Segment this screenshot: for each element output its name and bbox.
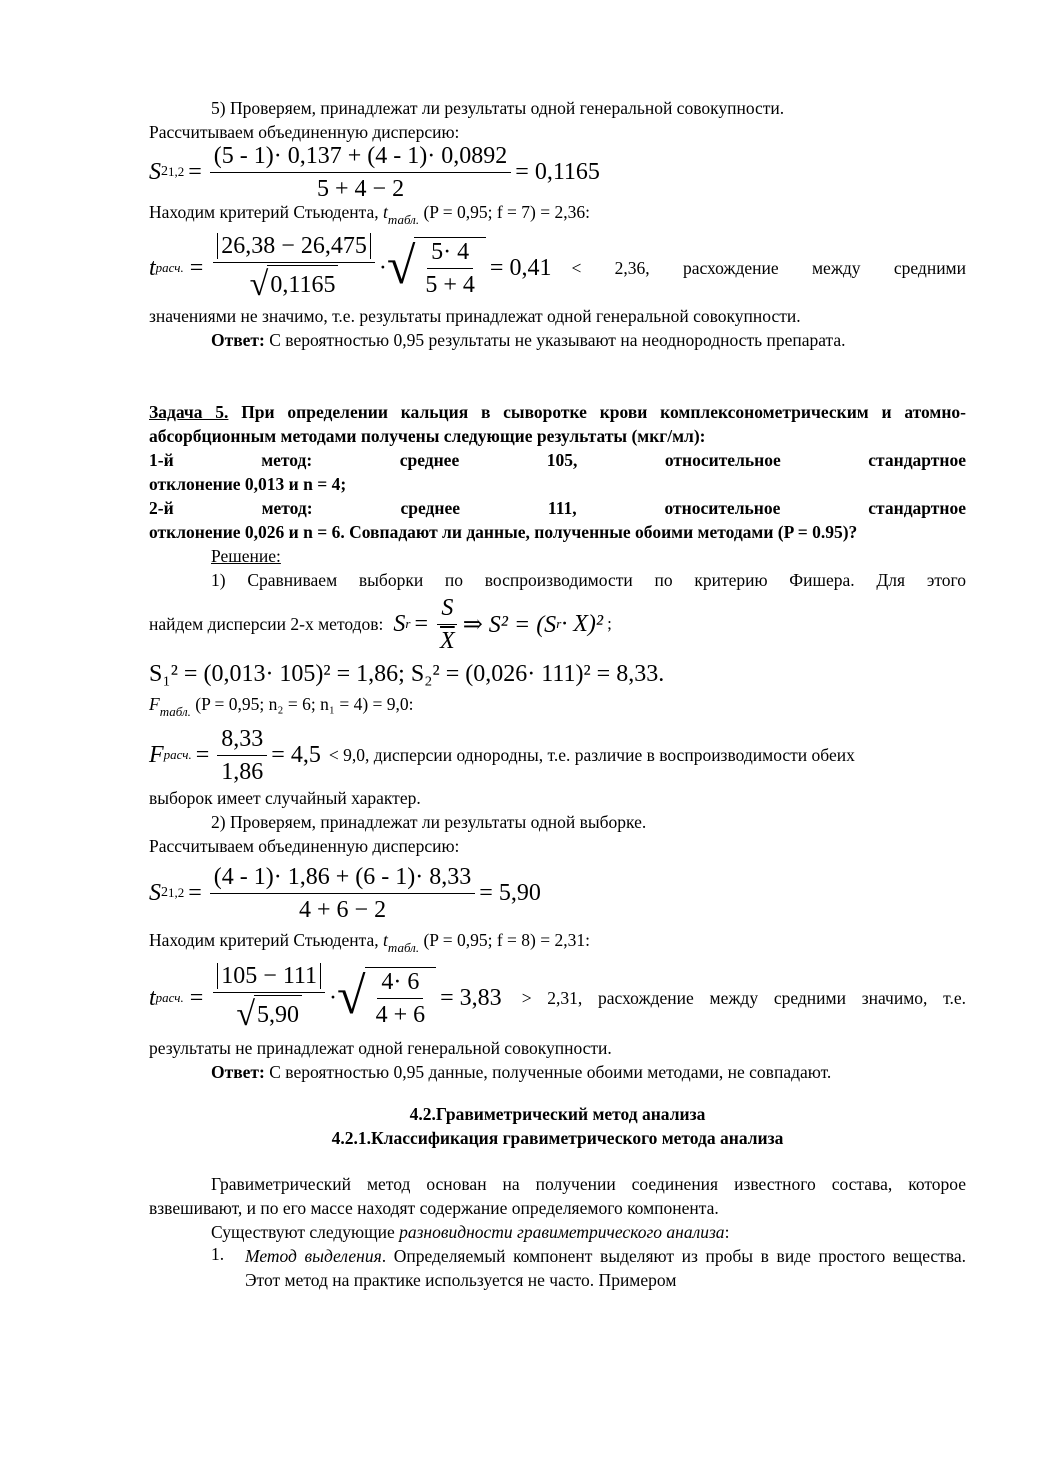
fisher-table-line: $F_{табл.}$ (P = 0,95; n₂ = 6; n₁ = 4) = 9,0: [149,694,414,719]
task5-method2-b: отклонение 0,026 и n = 6. Совпадают ли данные, полученные обоими методами (P = 0.95)? [149,522,858,542]
task5-method2: 2-й метод: среднее 111, относительное стандартное [149,498,966,518]
t-criterion-formula-1: t расч. = 26,38 − 26,475 √ 0,1165 · √ $\frac{5\cdot 4}{5 + 4}$ = 0,41 < 2,36, расхождение между средними [149,232,966,303]
fisher-step: 1) Сравниваем выборки по воспроизводимости по критерию Фишера. Для этого [211,570,966,590]
answer-2: Ответ: С вероятностью 0,95 данные, полученные обоими методами, не совпадают. [211,1062,832,1082]
step2-b: Рассчитываем объединенную дисперсию: [149,836,460,856]
task5-title: Задача 5. При определении кальция в сыворотке крови комплексонометрическим и атомно-абсорбционным методами получены следующие результаты (мкг/мл): [149,402,966,446]
document-page [149,96,966,1292]
student-criterion-line-1: Находим критерий Стьюдента, $t_{табл.}$ (P = 0,95; f = 7) = 2,36: [149,202,590,227]
task5-method1-b: отклонение 0,013 и n = 4; [149,474,347,494]
conclusion-2: результаты не принадлежат одной генеральной совокупности. [149,1038,612,1058]
gravimetry-types: Существуют следующие разновидности гравиметрического анализа: [211,1222,730,1242]
section-heading: 4.2.Гравиметрический метод анализа [409,1104,706,1124]
pooled-variance-formula-1: S 2 1,2 = $\frac{(5 - 1)\cdot 0,137 + (4 - 1)\cdot 0,0892}{5 + 4 - 2}$ = 0,1165 [149,142,600,202]
step5-line2: Рассчитываем объединенную дисперсию: [149,122,460,142]
step2: 2) Проверяем, принадлежат ли результаты одной выборке. [211,812,647,832]
gravimetry-intro: Гравиметрический метод основан на получении соединения известного состава, которое взвешивают, и по его массе находят содержание определяемого компонента. [149,1174,966,1218]
variance-values: S₁² = (0,013· 105)² = 1,86; S₂² = (0,026· 111)² = 8,33. [149,661,665,687]
subsection-heading: 4.2.1.Классификация гравиметрического метода анализа [331,1128,784,1148]
solution-label: Решение: [211,546,281,566]
list-item: 1. Метод выделения. Определяемый компонент выделяют из пробы в виде простого вещества. Этот метод на практике используется не часто. Примером [211,1244,967,1290]
student-criterion-line-2: Находим критерий Стьюдента, $t_{табл.}$ (P = 0,95; f = 8) = 2,31: [149,930,590,955]
t-criterion-formula-2: t расч. = 105 − 111 √ 5,90 · √ $\frac{4\cdot 6}{4 + 6}$ = 3,83 > 2,31, расхождение между средними значимо, т.е. [149,962,966,1033]
task5-method1: 1-й метод: среднее 105, относительное стандартное [149,450,966,470]
step5-line1: 5) Проверяем, принадлежат ли результаты одной генеральной совокупности. [211,98,785,118]
pooled-variance-formula-2: S 2 1,2 = $\frac{(4 - 1)\cdot 1,86 + (6 - 1)\cdot 8,33}{4 + 6 - 2}$ = 5,90 [149,863,541,923]
conclusion-1: значениями не значимо, т.е. результаты принадлежат одной генеральной совокупности. [149,306,801,326]
f-criterion-formula: F расч. = $\frac{8,33}{1,86}$ = 4,5 < 9,0, дисперсии однородны, т.е. различие в воспроизводимости обеих [149,725,855,785]
answer-1: Ответ: С вероятностью 0,95 результаты не указывают на неоднородность препарата. [211,330,846,350]
f-conclusion: выборок имеет случайный характер. [149,788,421,808]
relative-sd-formula: найдем дисперсии 2-х методов: S r = $\frac{S}{X}$ ⇒ S² = (S r · X)² ; [149,594,612,654]
